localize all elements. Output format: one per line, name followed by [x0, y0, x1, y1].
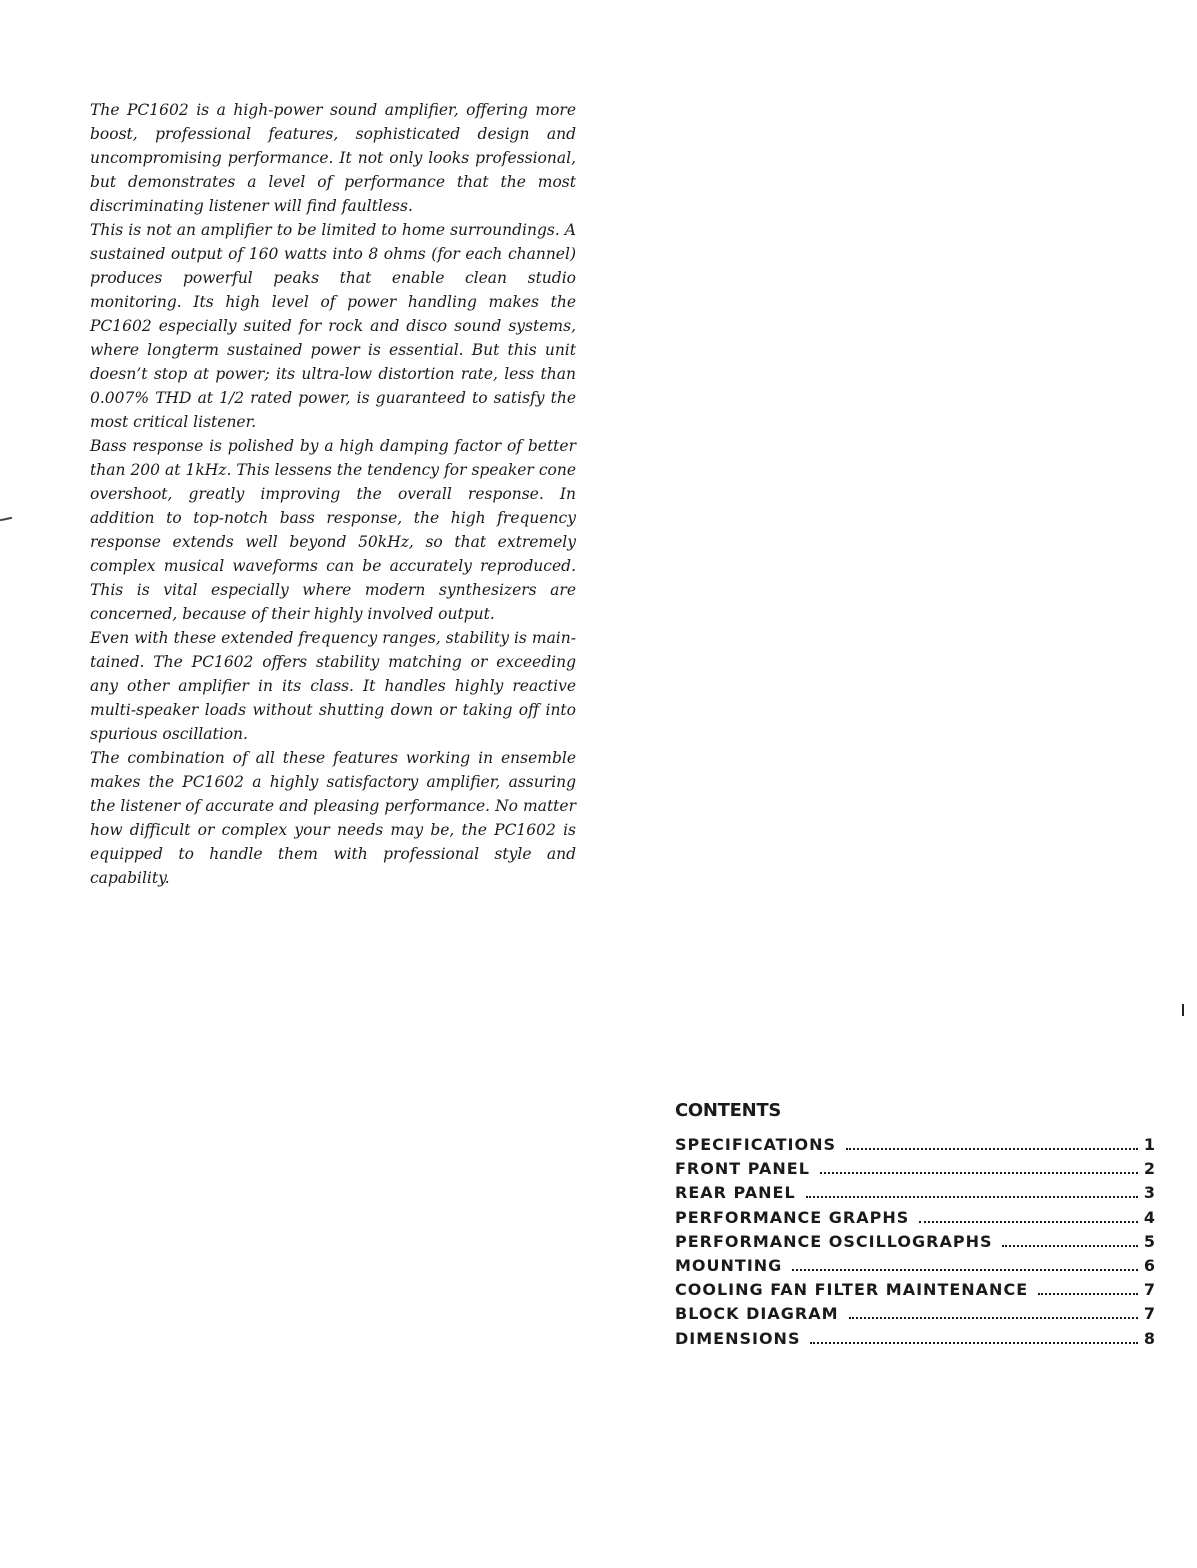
toc-leader [820, 1172, 1138, 1174]
scan-mark-left [0, 517, 12, 521]
toc-label: DIMENSIONS [675, 1328, 801, 1348]
intro-text [90, 98, 576, 890]
toc-leader [919, 1221, 1138, 1223]
contents-title: CONTENTS [675, 1100, 782, 1121]
toc-page-number: 1 [1143, 1135, 1155, 1154]
toc-leader [1002, 1245, 1137, 1247]
toc-page-number: 8 [1143, 1328, 1155, 1348]
toc-item-cooling-fan-filter-maintenance[interactable] [675, 1280, 1155, 1304]
toc-page-number: 7 [1143, 1280, 1155, 1300]
toc-item-front-panel[interactable] [675, 1159, 1155, 1183]
intro-paragraph-4: Even with these extended frequency ranges, stability is maintained. The PC1602 offers stability matching or exceeding any other amplifier in its class. It handles highly reactive multi-speaker loads without shutting down or taking off into spurious oscillation. [90, 629, 576, 743]
toc-page-number: 4 [1143, 1207, 1155, 1227]
toc-item-specifications[interactable] [675, 1135, 1155, 1159]
intro-paragraph-2: This is not an amplifier to be limited to home surroundings. A sustained output of 160 watts into 8 ohms (for each channel) produces powerful peaks that enable clean studio monitoring. Its high level of power handling makes the PC1602 especially suited for rock and disco sound systems, where longterm sustained power is essential. But this unit doesn’t stop at power; its ultra-low distortion rate, less than 0.007% THD at 1/2 rated power, is guaranteed to satisfy the most critical listener. [90, 221, 576, 431]
intro-paragraph-3: Bass response is polished by a high damping factor of better than 200 at 1kHz. This lessens the tendency for speaker cone overshoot, greatly improving the overall response. In addition to top-notch bass response, the high frequency response extends well beyond 50kHz, so that extremely complex musical waveforms can be accurately reproduced. This is vital especially where modern synthesizers are concerned, because of their highly involved output. [90, 437, 576, 623]
toc-leader [846, 1148, 1138, 1150]
toc-label: REAR PANEL [675, 1183, 796, 1203]
toc-label: FRONT PANEL [675, 1159, 810, 1179]
toc-page-number: 7 [1143, 1304, 1155, 1324]
toc-page-number: 2 [1143, 1159, 1155, 1179]
toc-item-performance-oscillographs[interactable] [675, 1232, 1155, 1256]
toc-label: MOUNTING [675, 1255, 783, 1275]
toc-label: PERFORMANCE GRAPHS [675, 1207, 910, 1227]
toc-page-number: 6 [1143, 1255, 1155, 1275]
toc-item-rear-panel[interactable] [675, 1183, 1155, 1207]
intro-paragraph-5: The combination of all these features working in ensemble makes the PC1602 a highly satisfactory amplifier, assuring the listener of accurate and pleasing performance. No matter how difficult or complex your needs may be, the PC1602 is equipped to handle them with professional style and capability. [90, 749, 576, 887]
toc-item-dimensions[interactable] [675, 1329, 1155, 1353]
toc-leader [1038, 1293, 1138, 1295]
scan-mark-right [1182, 1004, 1184, 1016]
toc-label: PERFORMANCE OSCILLOGRAPHS [675, 1231, 993, 1251]
toc-leader [810, 1342, 1137, 1344]
toc-label: BLOCK DIAGRAM [675, 1304, 839, 1324]
toc-page-number: 5 [1143, 1231, 1155, 1251]
toc-leader [849, 1317, 1138, 1319]
toc-label: COOLING FAN FILTER MAINTENANCE [675, 1280, 1029, 1300]
table-of-contents [675, 1100, 1155, 1353]
toc-label: SPECIFICATIONS [675, 1135, 837, 1154]
toc-leader [792, 1269, 1138, 1271]
toc-item-block-diagram[interactable] [675, 1304, 1155, 1328]
toc-item-mounting[interactable] [675, 1256, 1155, 1280]
toc-item-performance-graphs[interactable] [675, 1208, 1155, 1232]
toc-page-number: 3 [1143, 1183, 1155, 1203]
intro-paragraph-1: The PC1602 is a high-power sound amplifier, offering more boost, professional features, sophisticated design and uncompromising performance. It not only looks professional, but demonstrates a level of performance that the most discriminating listener will find faultless. [90, 101, 576, 215]
toc-leader [806, 1196, 1138, 1198]
